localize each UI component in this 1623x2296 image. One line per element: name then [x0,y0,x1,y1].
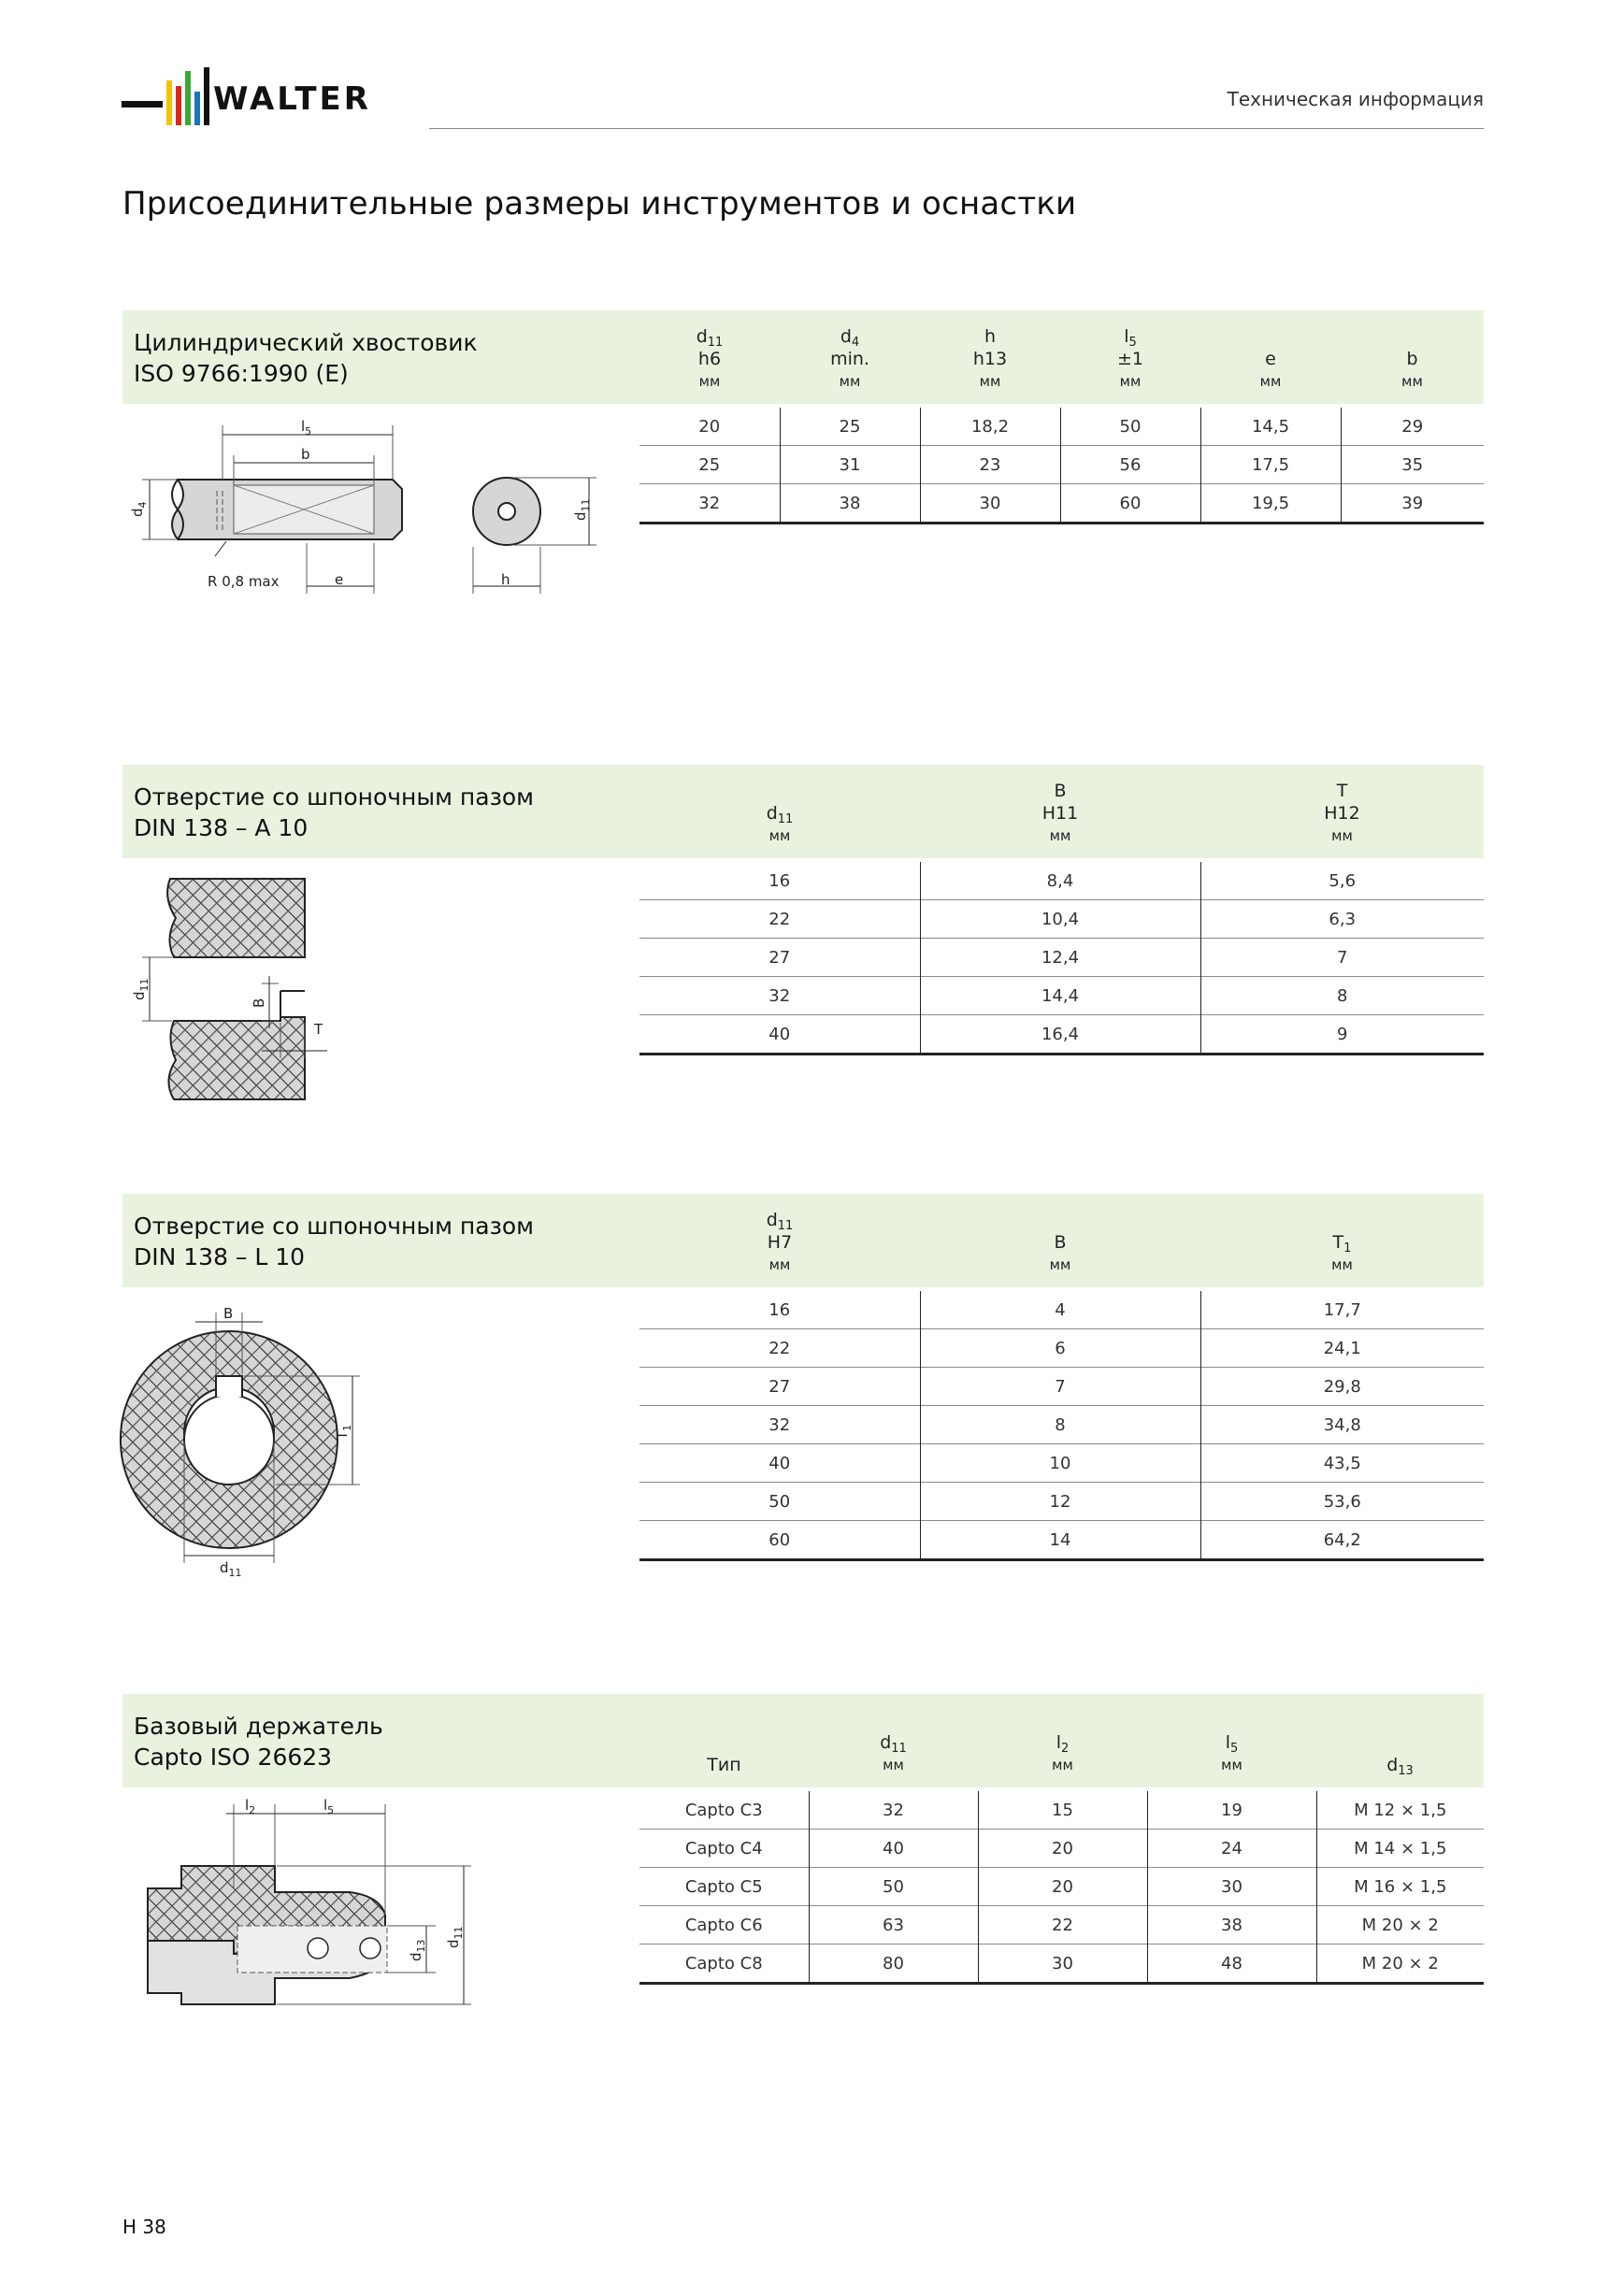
section-title: Отверстие со шпоночным пазом DIN 138 – L 10 [134,1213,535,1270]
table-row: 60 14 64,2 [639,1521,1484,1560]
svg-text:WALTER: WALTER [213,80,371,118]
column-header: Тип [707,1755,741,1775]
column-header: $d_4$ min. мм [830,326,869,390]
diagram-label-b: B [223,1305,234,1322]
table-row: 27 12,4 7 [639,939,1484,977]
column-header: B мм [1049,1232,1071,1273]
table-row: Capto C5 50 20 30 M 16 × 1,5 [639,1868,1484,1906]
table-row: 27 7 29,8 [639,1368,1484,1406]
table-row: 25 31 23 56 17,5 35 [639,446,1484,484]
diagram-label-l2: $l_2$ [245,1797,256,1816]
dimension-table [639,862,1484,1055]
column-header: $d_{13}$ [1386,1755,1414,1778]
column-header: $d_{11}$ H7 мм [766,1210,794,1273]
keyway-a10-diagram [122,871,346,1114]
column-header: h h13 мм [972,326,1008,390]
table-row: 22 10,4 6,3 [639,900,1484,939]
table-row: 32 14,4 8 [639,977,1484,1015]
table-row: 50 12 53,6 [639,1483,1484,1521]
diagram-label-d11: $d_{11}$ [445,1926,465,1948]
walter-logo [122,58,402,133]
column-header: T H12 мм [1324,781,1360,844]
table-row: Capto C8 80 30 48 M 20 × 2 [639,1944,1484,1984]
column-header: e мм [1259,349,1282,390]
header-section-label: Техническая информация [1227,88,1484,110]
section-band-capto [122,1694,1484,1787]
column-header: B H11 мм [1041,781,1079,844]
section-title: Цилиндрический хвостовик ISO 9766:1990 (E) [134,329,478,387]
table-row: 40 10 43,5 [639,1444,1484,1483]
column-header: $l_5$ мм [1221,1732,1242,1773]
section-title: Базовый держатель Capto ISO 26623 [134,1713,383,1771]
dimension-table [639,1291,1484,1561]
section-title: Отверстие со шпоночным пазом DIN 138 – A 10 [134,783,535,841]
table-row: Capto C6 63 22 38 M 20 × 2 [639,1906,1484,1944]
dimension-table [639,408,1484,524]
diagram-label-d4: $d_4$ [129,501,149,517]
column-header: $d_{11}$ мм [766,803,794,844]
page-number: H 38 [122,2216,166,2238]
section-band-cylindrical-shank [122,310,1484,404]
diagram-label-l5: $l_5$ [323,1797,335,1816]
diagram-label-e: e [335,571,344,588]
dimension-table [639,1791,1484,1985]
capto-diagram [140,1795,496,2057]
table-row: Capto C3 32 15 19 M 12 × 1,5 [639,1791,1484,1830]
table-row: 16 8,4 5,6 [639,862,1484,900]
column-header: $d_{11}$ h6 мм [696,326,724,390]
section-band-din138-l10 [122,1194,1484,1287]
diagram-label-b: B [251,997,267,1008]
diagram-label-h: h [501,571,510,588]
diagram-label-d11: $d_{11}$ [572,498,592,521]
diagram-label-d11: $d_{11}$ [131,978,151,1000]
table-row: 16 4 17,7 [639,1291,1484,1329]
diagram-label-r: R 0,8 max [208,573,280,590]
column-header: $l_5$ ±1 мм [1116,326,1143,390]
table-row: 32 38 30 60 19,5 39 [639,484,1484,524]
section-band-din138-a10 [122,765,1484,858]
header-rule [429,128,1484,129]
diagram-label-t: T [314,1021,323,1038]
column-header: b мм [1401,349,1423,390]
diagram-label-d11: $d_{11}$ [220,1559,242,1579]
keyway-l10-diagram [117,1299,397,1580]
column-header: $l_2$ мм [1052,1732,1073,1773]
table-row: Capto C4 40 20 24 M 14 × 1,5 [639,1830,1484,1868]
diagram-label-t1: $T_1$ [334,1424,353,1440]
table-row: 22 6 24,1 [639,1329,1484,1368]
page-title: Присоединительные размеры инструментов и оснастки [122,185,1077,222]
table-row: 32 8 34,8 [639,1406,1484,1444]
diagram-label-b: b [301,446,310,463]
table-row: 40 16,4 9 [639,1015,1484,1055]
column-header: $T_1$ мм [1331,1232,1353,1273]
diagram-label-d13: $d_{13}$ [408,1939,427,1961]
column-header: $d_{11}$ мм [880,1732,907,1773]
shank-diagram [122,416,608,603]
table-row: 20 25 18,2 50 14,5 29 [639,408,1484,446]
diagram-label-l5: $l_5$ [301,418,312,438]
